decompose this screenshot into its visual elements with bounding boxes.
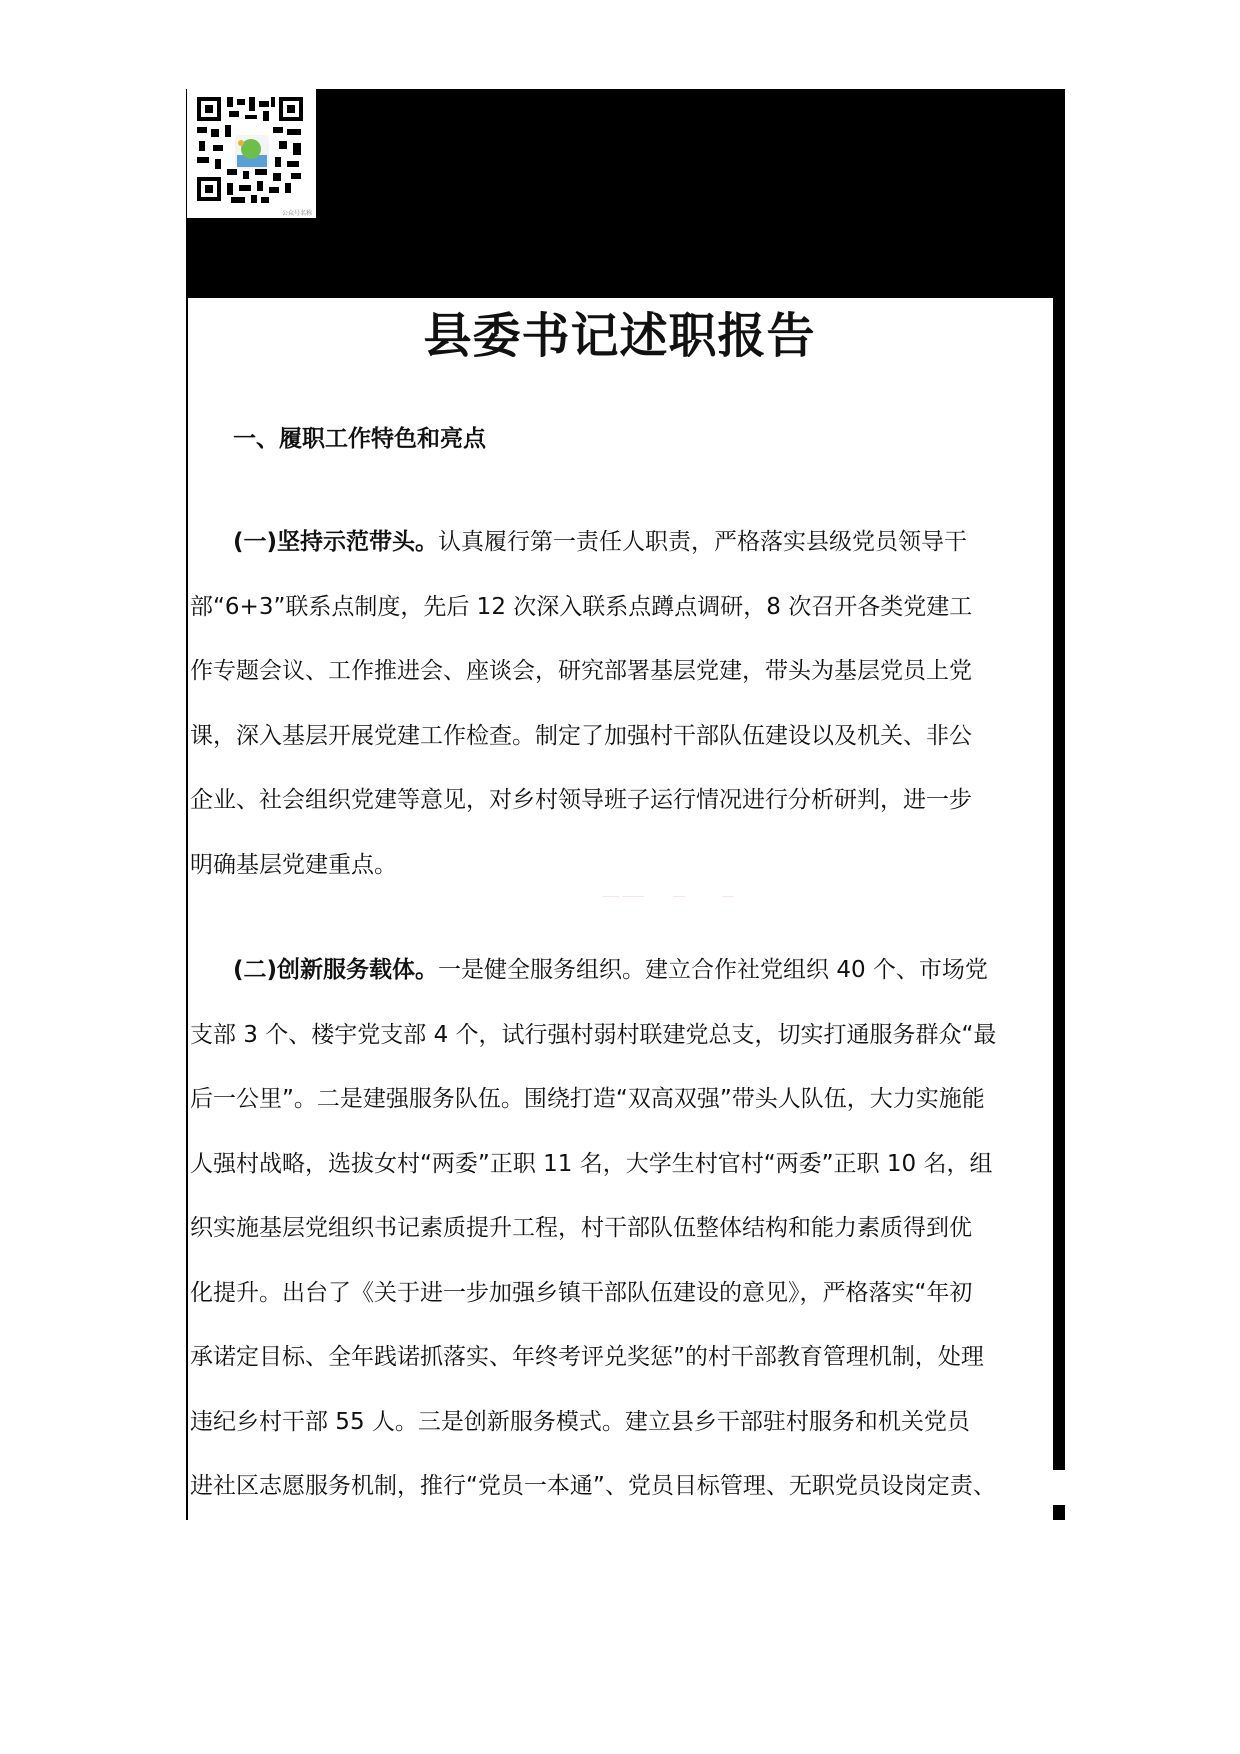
paragraph-line: 支部 3 个、楼宇党支部 4 个，试行强村弱村联建党总支，切实打通服务群众“最: [190, 1021, 997, 1048]
paragraph-lead: (一)坚持示范带头。: [233, 529, 439, 555]
qr-code: [187, 89, 316, 218]
header-black-band: [186, 89, 1065, 298]
section-heading: 一、履职工作特色和亮点: [233, 426, 486, 452]
qr-code-icon: [187, 89, 316, 218]
paragraph-line: (二)创新服务载体。一是健全服务组织。建立合作社党组织 40 个、市场党: [233, 957, 988, 983]
paragraph-line: 部“6+3”联系点制度，先后 12 次深入联系点蹲点调研，8 次召开各类党建工: [190, 593, 973, 620]
scan-artifact: [673, 896, 685, 897]
paragraph-lead: (二)创新服务载体。: [233, 957, 439, 983]
paragraph-line: 明确基层党建重点。: [190, 851, 397, 878]
scan-artifact: [622, 896, 644, 897]
paragraph-line: 企业、社会组织党建等意见，对乡村领导班子运行情况进行分析研判，进一步: [190, 787, 972, 813]
paragraph-line: (一)坚持示范带头。认真履行第一责任人职责，严格落实县级党员领导干: [233, 529, 968, 555]
paragraph-line: 违纪乡村干部 55 人。三是创新服务模式。建立县乡干部驻村服务和机关党员: [190, 1408, 970, 1435]
page-title: 县委书记述职报告: [423, 308, 816, 364]
paragraph-line: 承诺定目标、全年践诺抓落实、年终考评兑奖惩”的村干部教育管理机制，处理: [190, 1344, 984, 1370]
paragraph-line: 作专题会议、工作推进会、座谈会，研究部署基层党建，带头为基层党员上党: [190, 658, 972, 684]
paragraph-line: 进社区志愿服务机制，推行“党员一本通”、党员目标管理、无职党员设岗定责、: [190, 1473, 996, 1499]
paragraph-2: [190, 938, 1050, 1519]
paragraph-line: 后一公里”。二是建强服务队伍。围绕打造“双高双强”带头人队伍，大力实施能: [190, 1086, 985, 1112]
paragraph-line: 人强村战略，选拔女村“两委”正职 11 名，大学生村官村“两委”正职 10 名，组: [190, 1150, 993, 1177]
paragraph-line: 织实施基层党组织书记素质提升工程，村干部队伍整体结构和能力素质得到优: [190, 1215, 972, 1241]
page-right-border: [1053, 298, 1065, 1470]
scan-artifact: [722, 896, 734, 897]
paragraph-line: 化提升。出台了《关于进一步加强乡镇干部队伍建设的意见》，严格落实“年初: [190, 1279, 973, 1306]
qr-caption: 公众号名称: [281, 210, 312, 217]
paragraph-line: 课，深入基层开展党建工作检查。制定了加强村干部队伍建设以及机关、非公: [190, 722, 972, 749]
page-right-border-fragment: [1053, 1505, 1065, 1520]
paragraph-1: [190, 510, 1050, 897]
scan-artifact: [603, 896, 619, 897]
